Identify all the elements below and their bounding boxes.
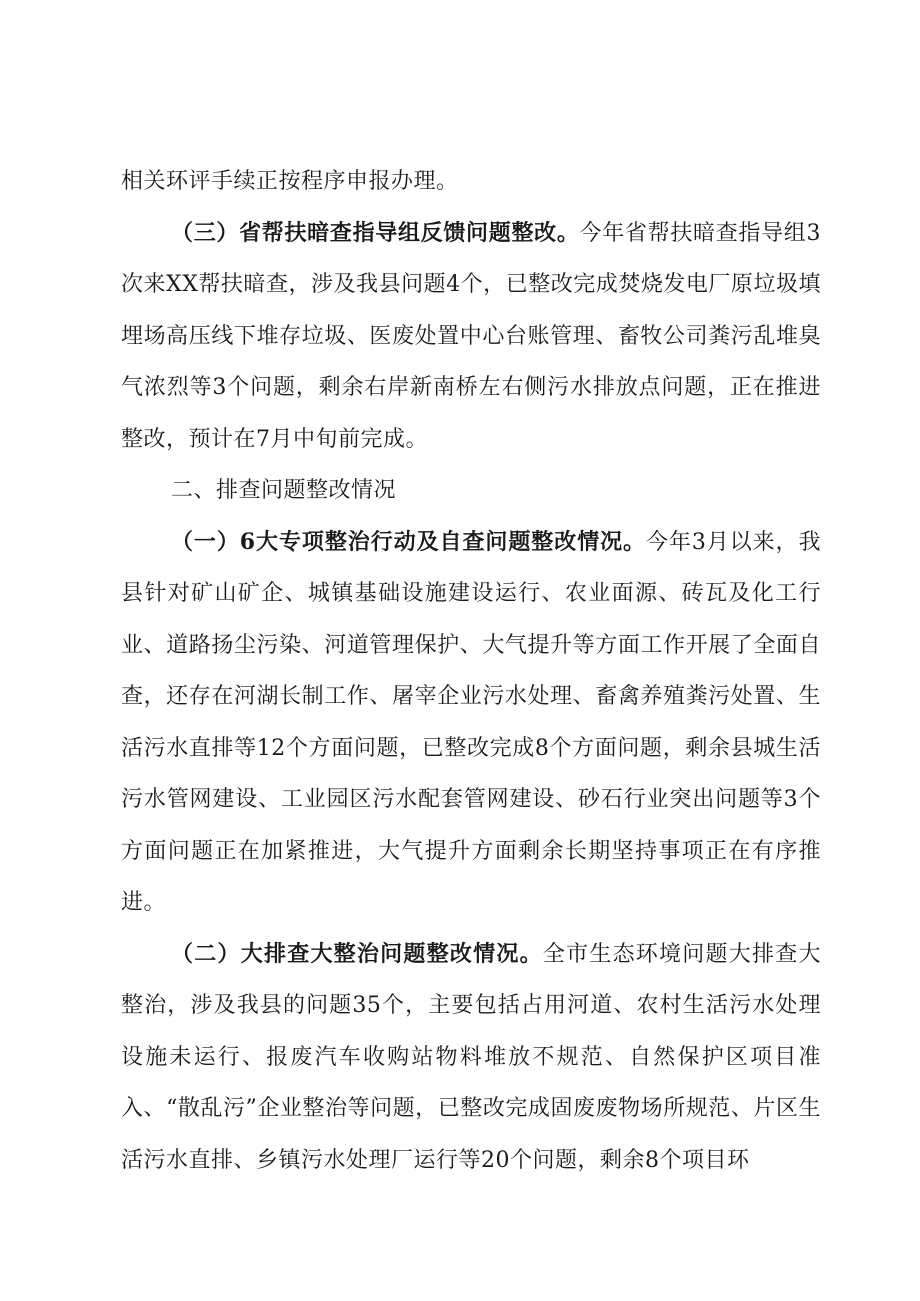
paragraph-lead-bold: （一）6大专项整治行动及自查问题整改情况。 [171,528,646,555]
paragraph-lead-bold: （二）大排查大整治问题整改情况。 [171,940,543,967]
paragraph-text: 今年3月以来，我县针对矿山矿企、城镇基础设施建设运行、农业面源、砖瓦及化工行业、道路扬尘污染、河道管理保护、大气提升等方面工作开展了全面自查，还存在河湖长制工作、屠宰企业污水处理、畜禽养殖粪污处置、生活污水直排等12个方面问题，已整改完成8个方面问题，剩余县城生活污水管网建设、工业园区污水配套管网建设、砂石行业突出问题等3个方面问题正在加紧推进，大气提升方面剩余长期坚持事项正在有序推进。 [121,529,821,915]
paragraph-continuation [121,156,821,208]
paragraph-lead-bold: （三）省帮扶暗查指导组反馈问题整改。 [171,219,580,246]
paragraph-major-investigation [121,929,821,1187]
paragraph-text: 全市生态环境问题大排查大整治，涉及我县的问题35个，主要包括占用河道、农村生活污水处理设施未运行、报废汽车收购站物料堆放不规范、自然保护区项目准入、“散乱污”企业整治等问题，已整改完成固废废物场所规范、片区生活污水直排、乡镇污水处理厂运行等20个问题，剩余8个项目环 [121,941,821,1173]
paragraph-text: 今年省帮扶暗查指导组3次来XX帮扶暗查，涉及我县问题4个，已整改完成焚烧发电厂原垃圾填埋场高压线下堆存垃圾、医废处置中心台账管理、畜牧公司粪污乱堆臭气浓烈等3个问题，剩余右岸新南桥左右侧污水排放点问题，正在推进整改，预计在7月中旬前完成。 [121,220,821,452]
paragraph-provincial-inspection [121,208,821,466]
section-heading: 二、排查问题整改情况 [171,478,397,503]
paragraph-text: 相关环评手续正按程序申报办理。 [121,169,459,194]
paragraph-special-rectification [121,517,821,929]
document-body [121,156,821,1186]
